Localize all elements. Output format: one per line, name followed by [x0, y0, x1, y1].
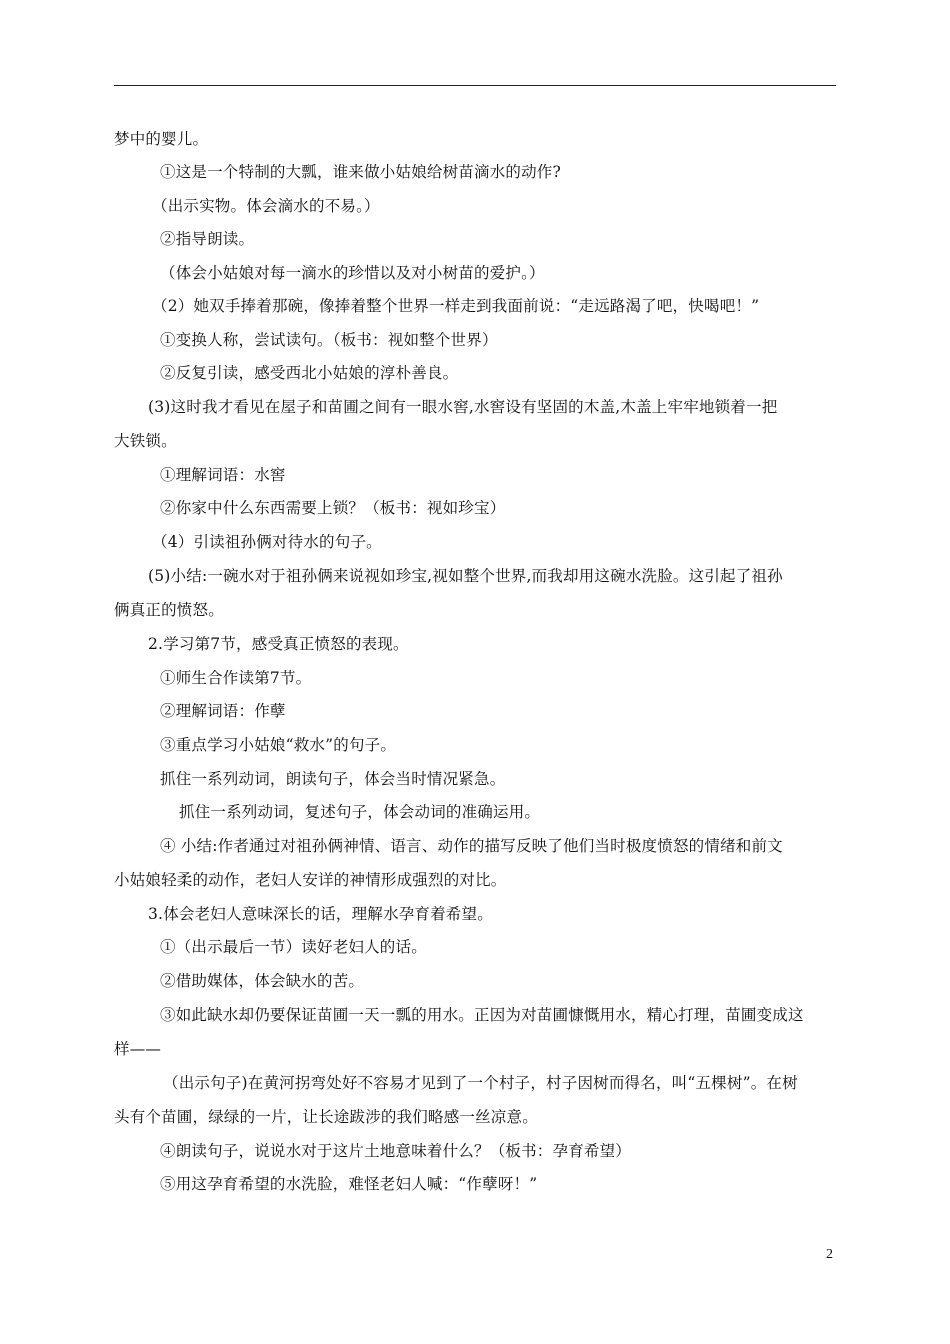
text-line: ②反复引读，感受西北小姑娘的淳朴善良。 — [160, 364, 459, 382]
text-line: ①变换人称，尝试读句。（板书：视如整个世界） — [160, 331, 498, 349]
text-line: ⑤用这孕育希望的水洗脸，难怪老妇人喊：“作孽呀！” — [160, 1175, 538, 1193]
text-line: ②理解词语：作孽 — [160, 702, 286, 720]
text-line: （2）她双手捧着那碗，像捧着整个世界一样走到我面前说：“走远路渴了吧，快喝吧！” — [152, 297, 760, 315]
text-line: ③重点学习小姑娘“救水”的句子。 — [160, 736, 397, 754]
text-line: 样—— — [114, 1040, 162, 1058]
page-number: 2 — [826, 1247, 833, 1262]
text-line: （4）引读祖孙俩对待水的句子。 — [152, 533, 382, 551]
text-line: 俩真正的愤怒。 — [114, 601, 224, 619]
text-line: ④ 小结:作者通过对祖孙俩神情、语言、动作的描写反映了他们当时极度愤怒的情绪和前文 — [160, 837, 783, 855]
text-line: ②借助媒体，体会缺水的苦。 — [160, 972, 365, 990]
text-line: (3)这时我才看见在屋子和苗圃之间有一眼水窖,水窖设有坚固的木盖,木盖上牢牢地锁着一把 — [148, 398, 778, 416]
text-line: 2.学习第7节，感受真正愤怒的表现。 — [148, 635, 409, 653]
text-line: (5)小结:一碗水对于祖孙俩来说视如珍宝,视如整个世界,而我却用这碗水洗脸。这引起了祖孙 — [148, 567, 783, 585]
text-line: 梦中的婴儿。 — [114, 130, 209, 148]
text-line: ①师生合作读第7节。 — [160, 669, 312, 687]
text-line: 头有个苗圃，绿绿的一片，让长途跋涉的我们略感一丝凉意。 — [114, 1108, 538, 1126]
text-line: 大铁锁。 — [114, 432, 177, 450]
text-line: 3.体会老妇人意味深长的话，理解水孕育着希望。 — [148, 905, 493, 923]
text-line: 抓住一系列动词，朗读句子，体会当时情况紧急。 — [160, 770, 506, 788]
text-line: ④朗读句子，说说水对于这片土地意味着什么？（板书：孕育希望） — [160, 1142, 632, 1160]
text-line: ①理解词语：水窖 — [160, 466, 286, 484]
text-line: ①（出示最后一节）读好老妇人的话。 — [160, 938, 427, 956]
text-line: ③如此缺水却仍要保证苗圃一天一瓢的用水。正因为对苗圃慷慨用水，精心打理，苗圃变成这 — [160, 1006, 804, 1024]
text-line: 抓住一系列动词，复述句子，体会动词的准确运用。 — [179, 803, 541, 821]
text-line: （出示句子)在黄河拐弯处好不容易才见到了一个村子，村子因树而得名，叫“五棵树”。在树 — [163, 1074, 798, 1092]
text-line: （体会小姑娘对每一滴水的珍惜以及对小树苗的爱护。） — [160, 264, 545, 282]
text-line: ②你家中什么东西需要上锁？（板书：视如珍宝） — [160, 499, 506, 517]
text-line: ②指导朗读。 — [160, 230, 255, 248]
text-line: （出示实物。体会滴水的不易。） — [152, 197, 380, 215]
text-line: 小姑娘轻柔的动作，老妇人安详的神情形成强烈的对比。 — [114, 871, 507, 889]
text-line: ①这是一个特制的大瓢，谁来做小姑娘给树苗滴水的动作? — [160, 163, 562, 181]
header-rule — [114, 85, 836, 86]
